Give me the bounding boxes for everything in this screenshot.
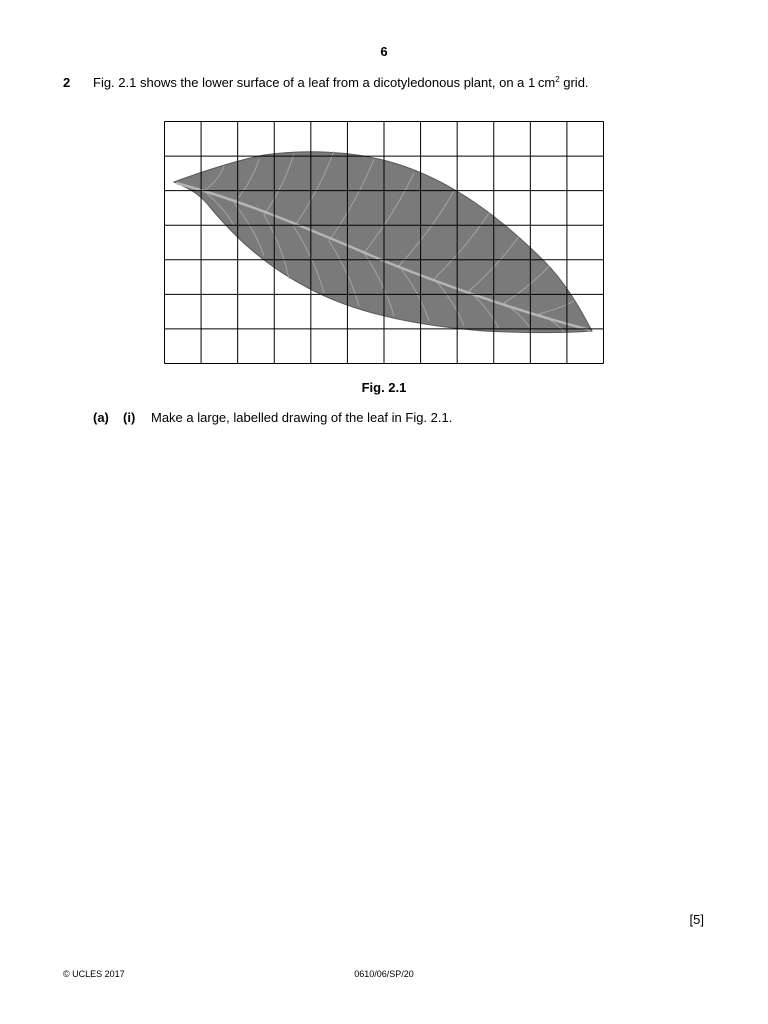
leaf-figure (164, 121, 604, 364)
question-text-main: Fig. 2.1 shows the lower surface of a leaf from a dicotyledonous plant, on a 1 cm (93, 75, 556, 90)
question-text (93, 75, 589, 90)
drawing-answer-space[interactable] (93, 440, 705, 900)
leaf-image (174, 151, 592, 333)
figure-caption: Fig. 2.1 (361, 380, 407, 395)
footer-copyright: © UCLES 2017 (63, 969, 125, 979)
page-number: 6 (380, 44, 388, 59)
part-a-label: (a) (93, 410, 109, 425)
footer-code: 0610/06/SP/20 (354, 969, 414, 979)
question-text-end: grid. (559, 75, 589, 90)
leaf-grid-figure (164, 121, 604, 364)
part-a-i-instruction: Make a large, labelled drawing of the leaf in Fig. 2.1. (151, 410, 453, 425)
leaf-blade (174, 152, 592, 333)
marks-allocation: [5] (689, 912, 704, 927)
part-a-i-label: (i) (123, 410, 136, 425)
question-number: 2 (63, 75, 71, 90)
question-text-superscript: 2 (555, 75, 560, 84)
